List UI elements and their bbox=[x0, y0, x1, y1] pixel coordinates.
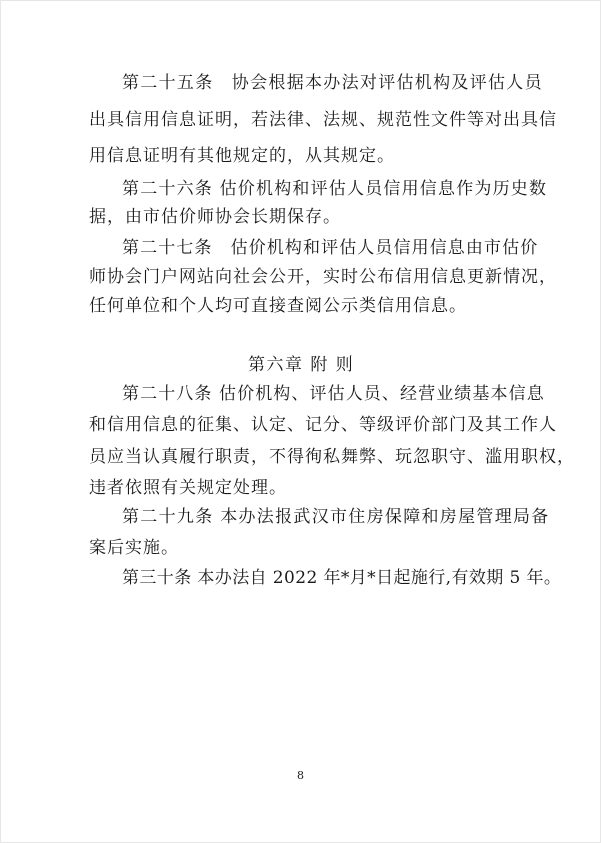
article-29-line-2: 案后实施。 bbox=[89, 538, 179, 558]
article-28-line-1: 第二十八条 估价机构、评估人员、经营业绩基本信息 bbox=[122, 384, 545, 404]
article-25-line-1: 第二十五条 协会根据本办法对评估机构及评估人员 bbox=[122, 73, 543, 93]
article-27-line-2: 师协会门户网站向社会公开，实时公布信用信息更新情况， bbox=[89, 267, 557, 287]
chapter-heading: 第六章 附 则 bbox=[248, 355, 355, 375]
article-25-line-2: 出具信用信息证明，若法律、法规、规范性文件等对出具信 bbox=[89, 110, 557, 130]
article-28-line-3: 员应当认真履行职责，不得徇私舞弊、玩忽职守、滥用职权， bbox=[89, 447, 575, 467]
article-29-line-1: 第二十九条 本办法报武汉市住房保障和房屋管理局备 bbox=[122, 507, 550, 527]
article-25-line-3: 用信息证明有其他规定的，从其规定。 bbox=[89, 146, 395, 166]
article-26-line-1: 第二十六条 估价机构和评估人员信用信息作为历史数 bbox=[122, 179, 548, 199]
page-number: 8 bbox=[297, 769, 304, 782]
article-27-line-3: 任何单位和个人均可直接查阅公示类信用信息。 bbox=[89, 296, 467, 316]
article-27-line-1: 第二十七条 估价机构和评估人员信用信息由市估价 bbox=[122, 238, 539, 258]
article-28-line-4: 违者依照有关规定处理。 bbox=[89, 478, 287, 498]
article-28-line-2: 和信用信息的征集、认定、记分、等级评价部门及其工作人 bbox=[89, 415, 557, 435]
article-26-line-2: 据，由市估价师协会长期保存。 bbox=[89, 207, 341, 227]
article-30-line-1: 第三十条 本办法自 2022 年*月*日起施行,有效期 5 年。 bbox=[122, 568, 562, 588]
